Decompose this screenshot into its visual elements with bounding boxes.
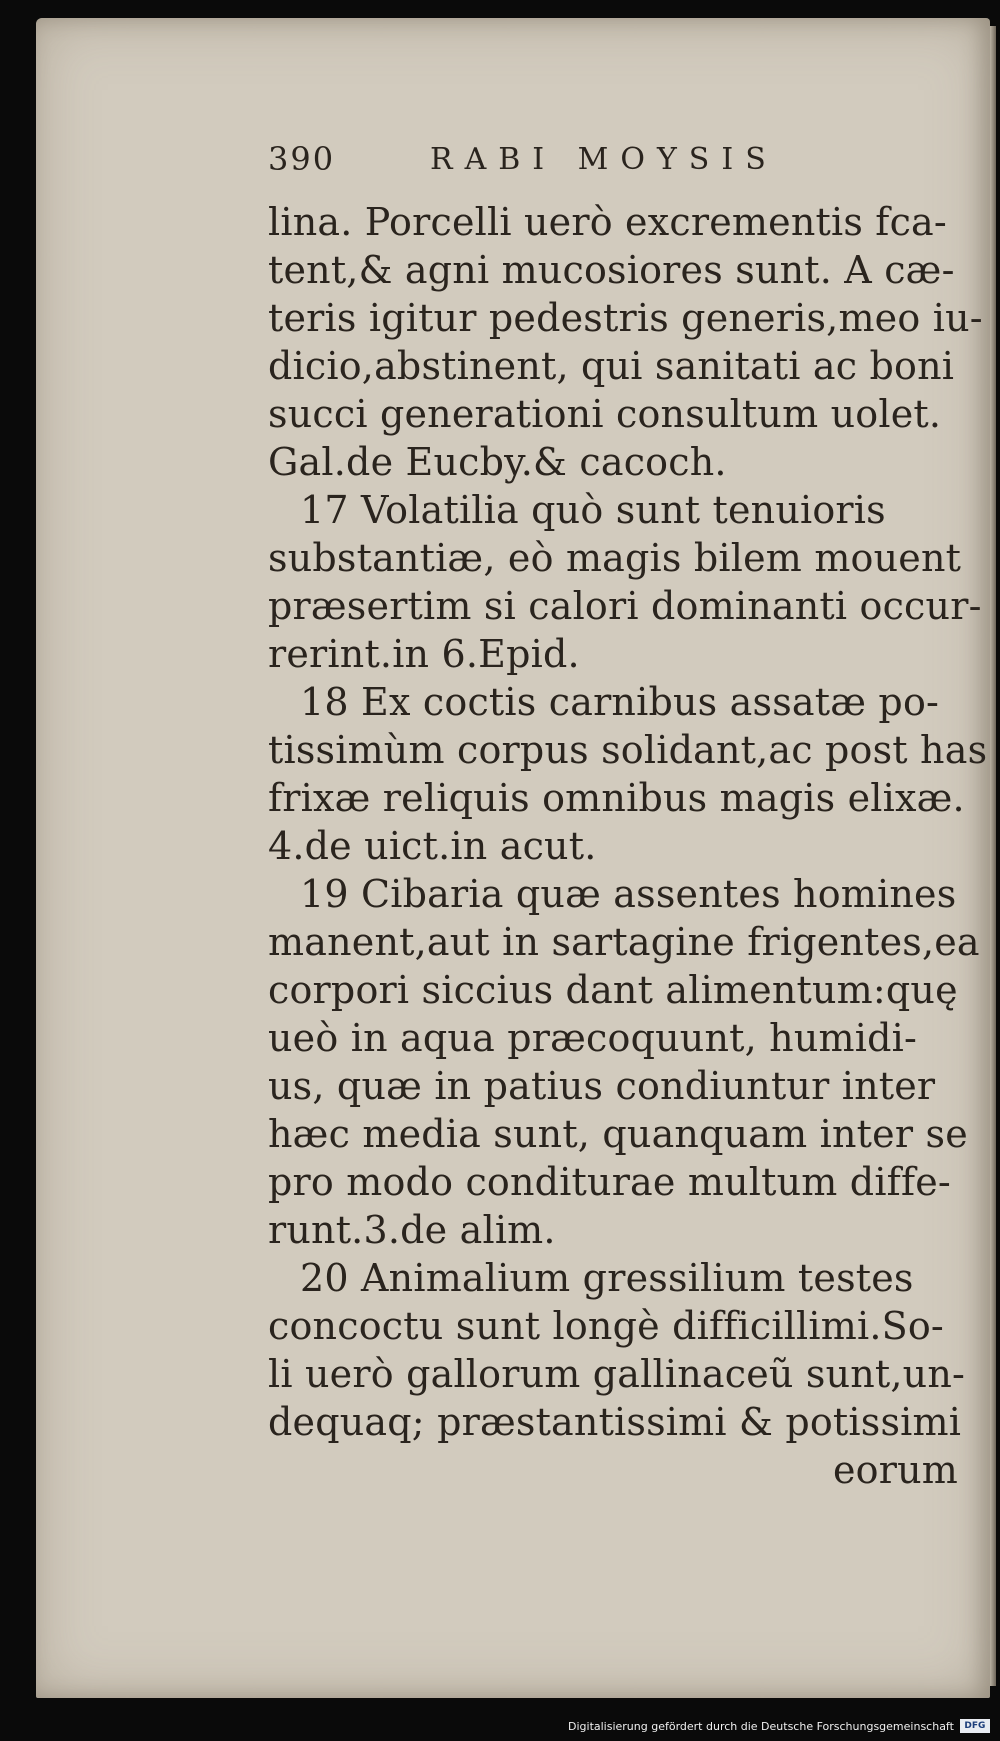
text-line: manent,aut in sartagine frigentes,ea: [268, 920, 980, 964]
dfg-logo: DFG: [960, 1719, 990, 1733]
text-line: us, quæ in patius condiuntur inter: [268, 1064, 936, 1108]
text-line: lina. Porcelli uerò excrementis fca-: [268, 200, 947, 244]
page-number: 390: [268, 140, 336, 178]
text-line: substantiæ, eò magis bilem mouent: [268, 536, 962, 580]
text-line: pro modo conditurae multum diffe-: [268, 1160, 951, 1204]
text-line: runt.3.de alim.: [268, 1208, 556, 1252]
footer-credit: Digitalisierung gefördert durch die Deutsche Forschungsgemeinschaft: [568, 1719, 954, 1733]
text-line: teris igitur pedestris generis,meo iu-: [268, 296, 983, 340]
text-line: rerint.in 6.Epid.: [268, 632, 580, 676]
text-line: li uerò gallorum gallinaceũ sunt,un-: [268, 1352, 966, 1396]
text-line: corpori siccius dant alimentum:quę: [268, 968, 958, 1012]
text-line: præsertim si calori dominanti occur-: [268, 584, 982, 628]
text-line: hæc media sunt, quanquam inter se: [268, 1112, 968, 1156]
running-head: RABI MOYSIS: [430, 142, 778, 177]
text-line: 18 Ex coctis carnibus assatæ po-: [300, 680, 940, 724]
text-line: 4.de uict.in acut.: [268, 824, 597, 868]
page-header: [268, 140, 968, 198]
catchword: eorum: [832, 1448, 958, 1492]
text-line: tissimùm corpus solidant,ac post has: [268, 728, 988, 772]
text-line: 19 Cibaria quæ assentes homines: [300, 872, 957, 916]
text-line: Gal.de Eucby.& cacoch.: [268, 440, 727, 484]
text-block: [268, 140, 988, 1494]
text-line: dicio,abstinent, qui sanitati ac boni: [268, 344, 955, 388]
text-line: dequaq; præstantissimi & potissimi: [268, 1400, 962, 1444]
body-text: [268, 198, 988, 1446]
text-line: ueò in aqua præcoquunt, humidi-: [268, 1016, 918, 1060]
text-line: frixæ reliquis omnibus magis elixæ.: [268, 776, 965, 820]
text-line: 17 Volatilia quò sunt tenuioris: [300, 488, 886, 532]
digitization-footer: [568, 1714, 990, 1738]
text-line: 20 Animalium gressilium testes: [300, 1256, 914, 1300]
text-line: tent,& agni mucosiores sunt. A cæ-: [268, 248, 955, 292]
text-line: succi generationi consultum uolet.: [268, 392, 942, 436]
page-edge: [990, 26, 996, 1686]
text-line: concoctu sunt longè difficillimi.So-: [268, 1304, 944, 1348]
